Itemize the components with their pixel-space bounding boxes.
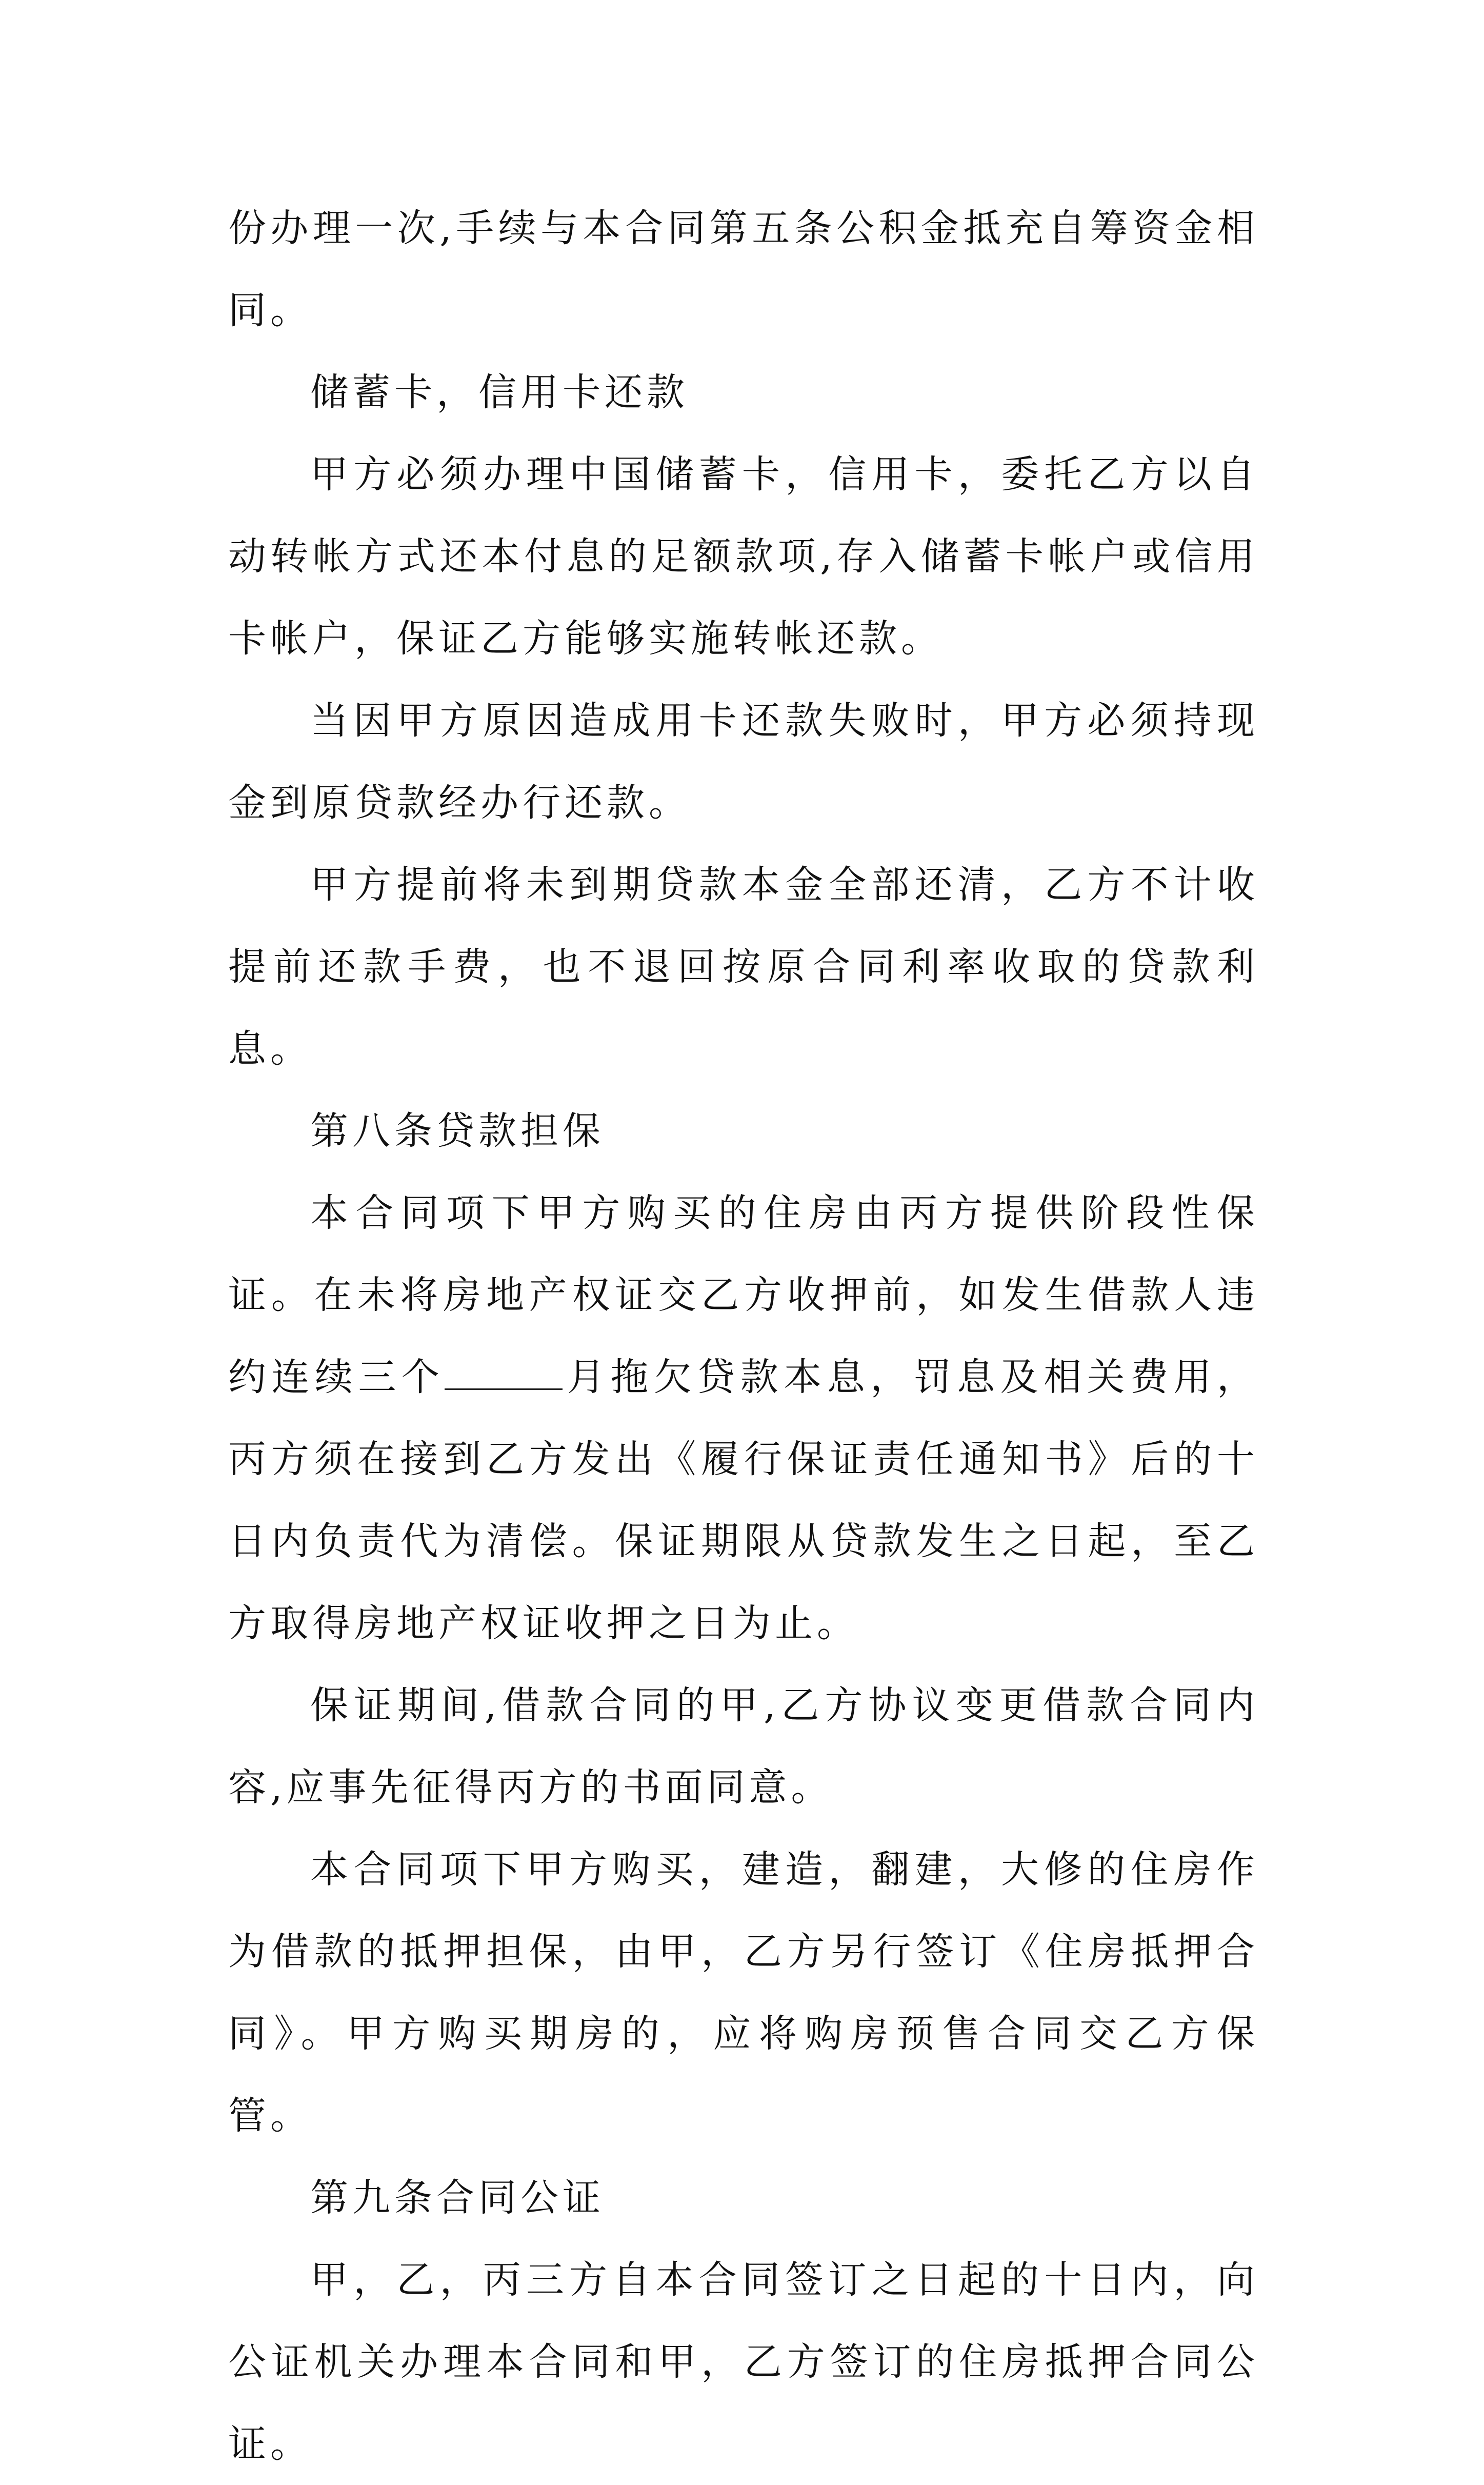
paragraph-7-part-a: 本合同项下甲方购买的住房由丙方提供阶段性保证。在未将房地产权证交乙方收押前，如发生借款人违约连续三个 (228, 1191, 1259, 1399)
paragraph-5: 甲方提前将未到期贷款本金全部还清，乙方不计收提前还款手费，也不退回按原合同利率收取的贷款利息。 (228, 863, 1259, 1071)
paragraph-1: 份办理一次,手续与本合同第五条公积金抵充自筹资金相同。 (228, 206, 1259, 332)
paragraph-7-part-b: 月拖欠贷款本息，罚息及相关费用，丙方须在接到乙方发出《履行保证责任通知书》后的十日内负责代为清偿。保证期限从贷款发生之日起，至乙方取得房地产权证收押之日为止。 (228, 1355, 1259, 1645)
paragraph-7 (228, 1172, 1259, 1664)
article-8-heading: 第八条贷款担保 (310, 1109, 605, 1153)
document-body (228, 187, 1259, 2485)
paragraph-8: 保证期间,借款合同的甲,乙方协议变更借款合同内容,应事先征得丙方的书面同意。 (228, 1683, 1259, 1810)
paragraph-3: 甲方必须办理中国储蓄卡，信用卡，委托乙方以自动转帐方式还本付息的足额款项,存入储蓄卡帐户或信用卡帐户，保证乙方能够实施转帐还款。 (228, 452, 1259, 661)
fill-in-blank-line (445, 1358, 563, 1390)
paragraph-9: 本合同项下甲方购买，建造，翻建，大修的住房作为借款的抵押担保，由甲，乙方另行签订《住房抵押合同》。甲方购买期房的，应将购房预售合同交乙方保管。 (228, 1847, 1259, 2138)
section-heading-debit-credit-card: 储蓄卡，信用卡还款 (310, 370, 689, 414)
paragraph-4: 当因甲方原因造成用卡还款失败时，甲方必须持现金到原贷款经办行还款。 (228, 699, 1259, 825)
paragraph-11: 甲，乙，丙三方自本合同签订之日起的十日内，向公证机关办理本合同和甲，乙方签订的住房抵押合同公证。 (228, 2258, 1259, 2466)
article-9-heading: 第九条合同公证 (310, 2176, 605, 2220)
